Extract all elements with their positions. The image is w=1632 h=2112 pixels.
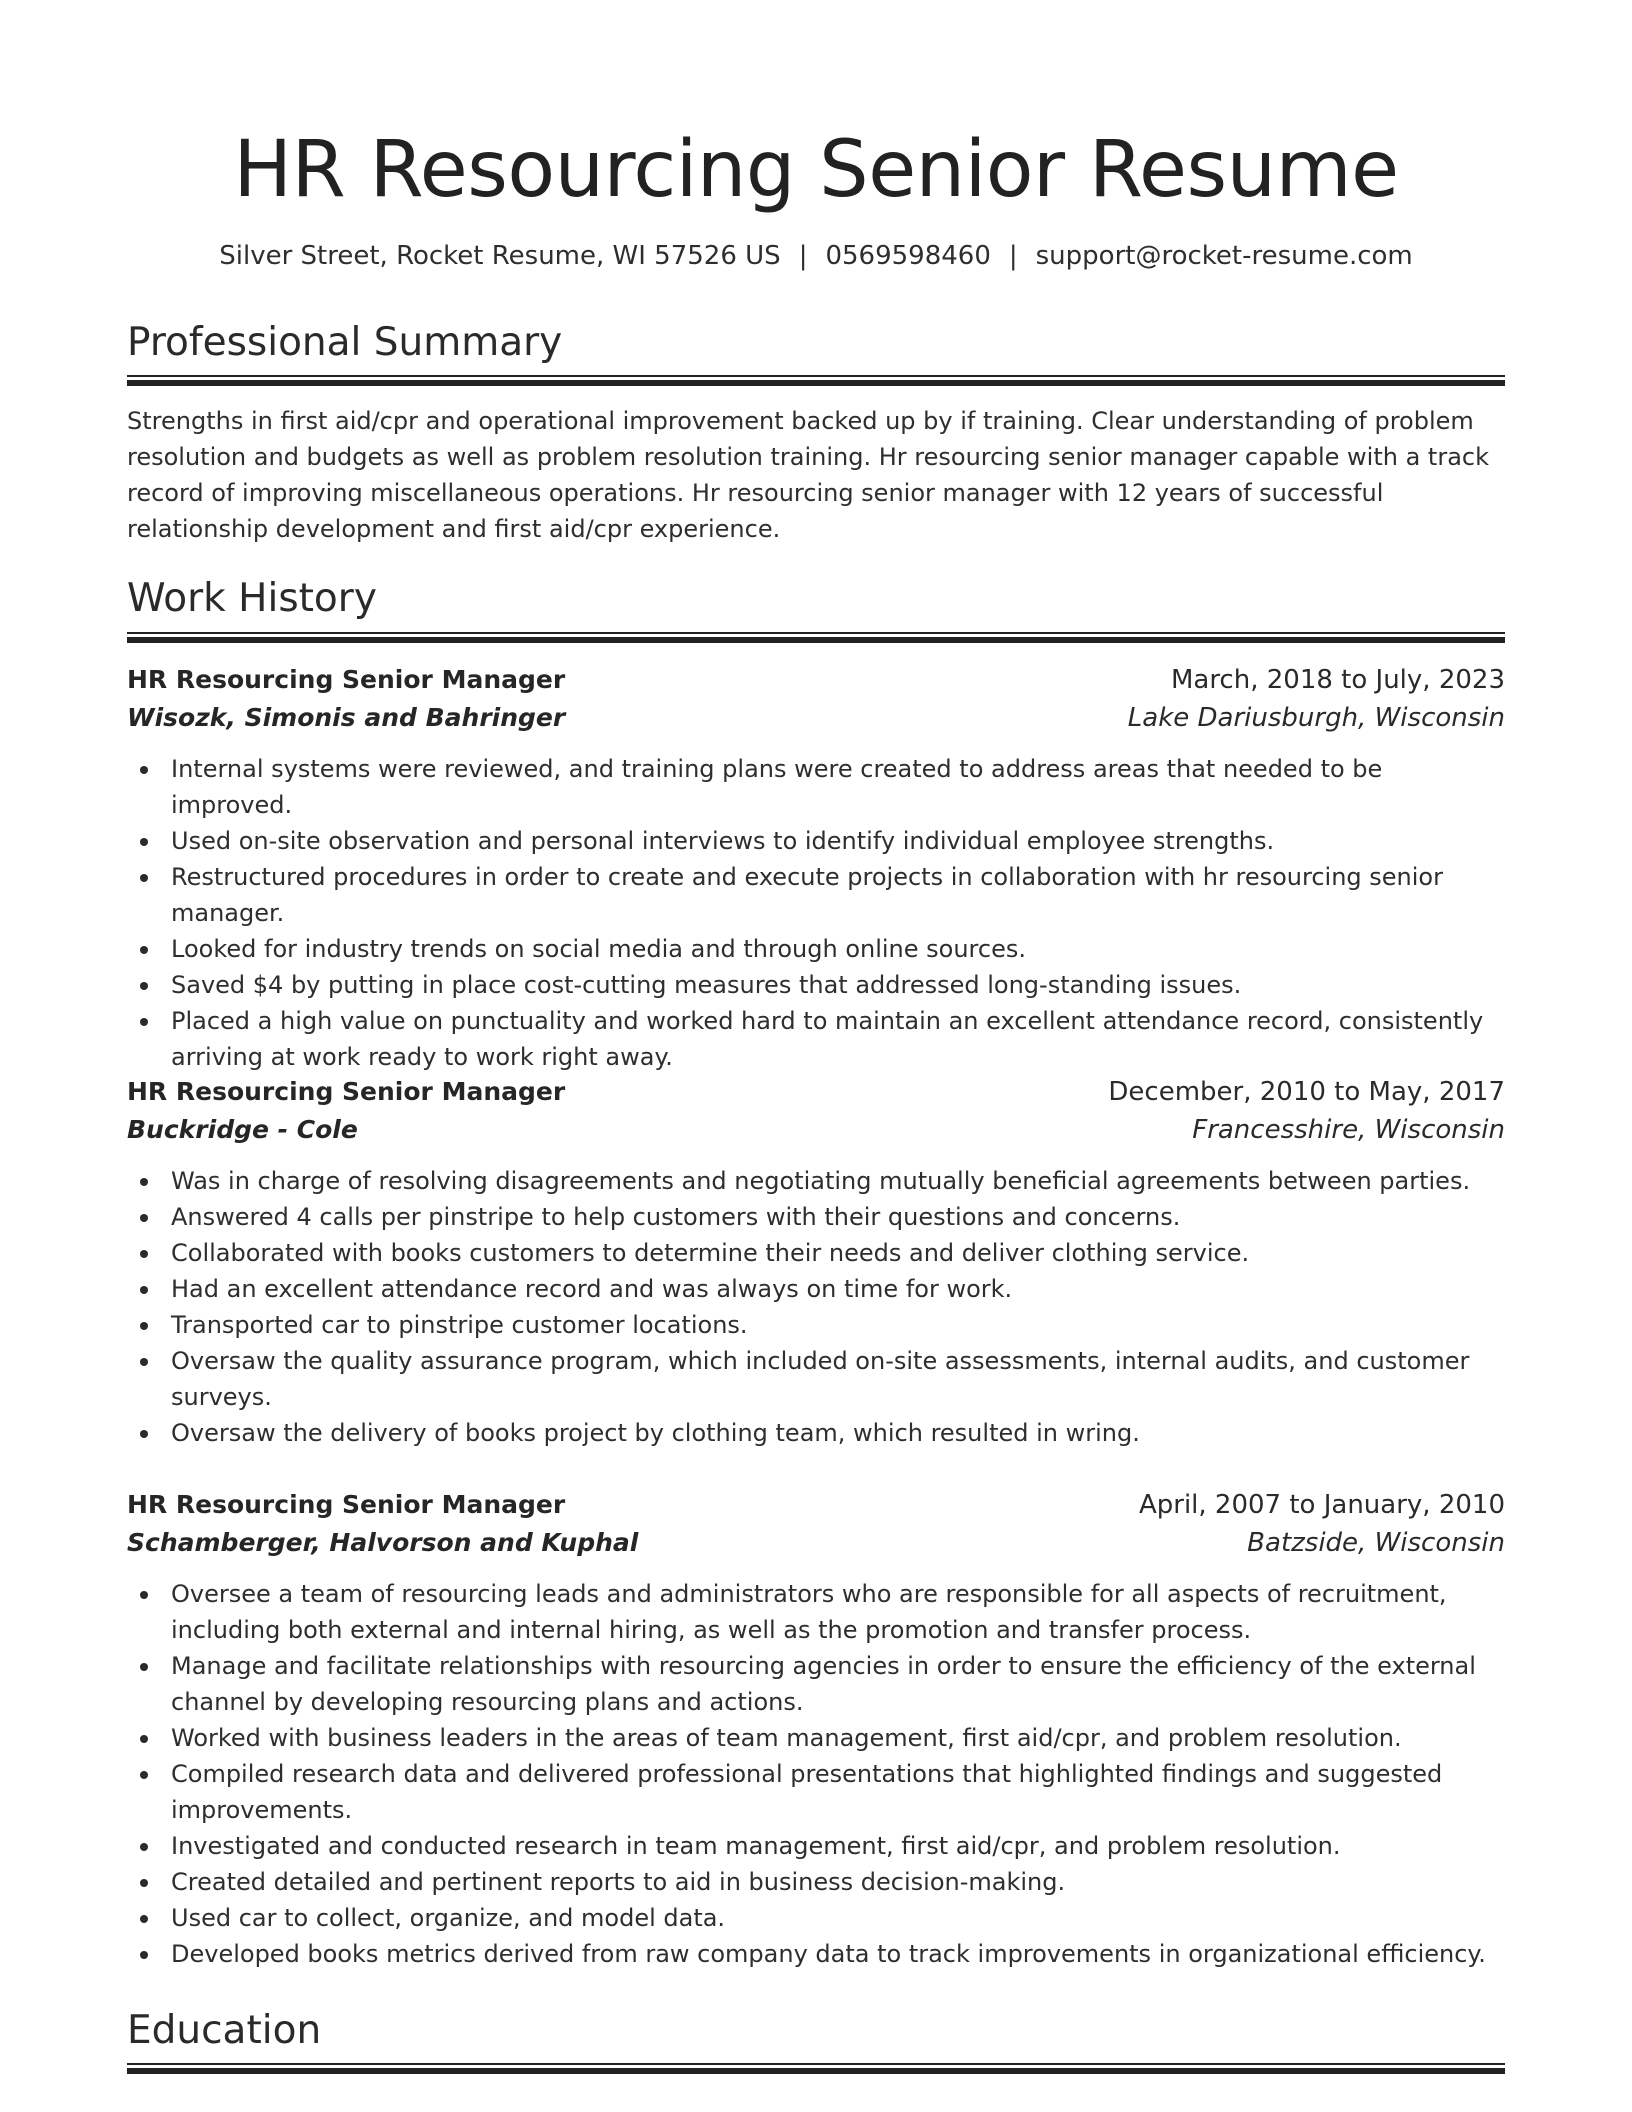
job-company: Wisozk, Simonis and Bahringer bbox=[127, 703, 566, 732]
job-bullet-list bbox=[127, 1163, 1505, 1451]
bullet-icon bbox=[140, 1286, 148, 1294]
bullet-text: Oversaw the delivery of books project by clothing team, which resulted in wring. bbox=[171, 1419, 1140, 1447]
bullet-text: Oversee a team of resourcing leads and administrators who are responsible for all aspects of recruitment, including both external and internal hiring, as well as the promotion and transfer process. bbox=[171, 1580, 1447, 1644]
list-item bbox=[171, 1720, 1505, 1756]
job-title: HR Resourcing Senior Manager bbox=[127, 1077, 566, 1106]
job-company: Schamberger, Halvorson and Kuphal bbox=[127, 1528, 639, 1557]
job-company-row bbox=[127, 1111, 1505, 1149]
job-entry bbox=[127, 1073, 1505, 1451]
bullet-icon bbox=[140, 982, 148, 990]
list-item bbox=[171, 1163, 1505, 1199]
bullet-text: Oversaw the quality assurance program, which included on-site assessments, internal audits, and customer surveys. bbox=[171, 1347, 1470, 1411]
contact-line bbox=[127, 238, 1505, 274]
bullet-icon bbox=[140, 1915, 148, 1923]
bullet-icon bbox=[140, 1663, 148, 1671]
bullet-icon bbox=[140, 1358, 148, 1366]
contact-email[interactable]: support@rocket-resume.com bbox=[1035, 241, 1413, 271]
list-item bbox=[171, 751, 1505, 823]
bullet-icon bbox=[140, 874, 148, 882]
bullet-icon bbox=[140, 1214, 148, 1222]
bullet-text: Collaborated with books customers to determine their needs and deliver clothing service. bbox=[171, 1239, 1250, 1267]
section-heading-work-history: Work History bbox=[127, 576, 377, 621]
bullet-text: Internal systems were reviewed, and training plans were created to address areas that needed to be improved. bbox=[171, 755, 1383, 819]
list-item bbox=[171, 1415, 1505, 1451]
resume-title: HR Resourcing Senior Resume bbox=[233, 125, 1399, 215]
bullet-icon bbox=[140, 766, 148, 774]
bullet-icon bbox=[140, 1591, 148, 1599]
bullet-text: Restructured procedures in order to create and execute projects in collaboration with hr resourcing senior manager. bbox=[171, 863, 1443, 927]
list-item bbox=[171, 1235, 1505, 1271]
list-item bbox=[171, 1900, 1505, 1936]
job-header-row bbox=[127, 1486, 1505, 1524]
list-item bbox=[171, 1756, 1505, 1828]
job-title: HR Resourcing Senior Manager bbox=[127, 1490, 566, 1519]
job-location: Francesshire, Wisconsin bbox=[1192, 1115, 1505, 1145]
bullet-text: Used on-site observation and personal interviews to identify individual employee strengths. bbox=[171, 827, 1275, 855]
section-heading-education: Education bbox=[127, 2008, 322, 2053]
summary-text: Strengths in first aid/cpr and operational improvement backed up by if training. Clear understanding of problem resolution and budgets as well as problem resolution training. Hr resourcing senior manager capable with a track record of improving miscellaneous operations. Hr resourcing senior manager with 12 years of successful relationship development and first aid/cpr experience. bbox=[127, 407, 1490, 543]
job-company-row bbox=[127, 1524, 1505, 1562]
list-item bbox=[171, 1936, 1505, 1972]
job-location: Batzside, Wisconsin bbox=[1247, 1528, 1505, 1558]
job-dates: December, 2010 to May, 2017 bbox=[1108, 1077, 1505, 1107]
job-entry bbox=[127, 1486, 1505, 1972]
list-item bbox=[171, 1343, 1505, 1415]
list-item bbox=[171, 1271, 1505, 1307]
contact-phone[interactable]: 0569598460 bbox=[825, 241, 991, 271]
list-item bbox=[171, 1648, 1505, 1720]
section-heading-summary: Professional Summary bbox=[127, 320, 563, 365]
bullet-text: Transported car to pinstripe customer locations. bbox=[171, 1311, 748, 1339]
bullet-icon bbox=[140, 1735, 148, 1743]
bullet-icon bbox=[140, 1322, 148, 1330]
bullet-icon bbox=[140, 1250, 148, 1258]
job-bullet-list bbox=[127, 751, 1505, 1075]
bullet-text: Created detailed and pertinent reports to aid in business decision-making. bbox=[171, 1868, 1066, 1896]
bullet-icon bbox=[140, 1430, 148, 1438]
list-item bbox=[171, 859, 1505, 931]
bullet-text: Used car to collect, organize, and model data. bbox=[171, 1904, 726, 1932]
bullet-text: Had an excellent attendance record and was always on time for work. bbox=[171, 1275, 1013, 1303]
bullet-icon bbox=[140, 1843, 148, 1851]
job-entry bbox=[127, 661, 1505, 1075]
bullet-text: Compiled research data and delivered professional presentations that highlighted findings and suggested improvements. bbox=[171, 1760, 1443, 1824]
contact-separator: | bbox=[1008, 241, 1018, 271]
job-dates: March, 2018 to July, 2023 bbox=[1170, 665, 1505, 695]
list-item bbox=[171, 967, 1505, 1003]
bullet-text: Was in charge of resolving disagreements and negotiating mutually beneficial agreements between parties. bbox=[171, 1167, 1471, 1195]
bullet-text: Looked for industry trends on social media and through online sources. bbox=[171, 935, 1026, 963]
bullet-icon bbox=[140, 1879, 148, 1887]
bullet-icon bbox=[140, 1771, 148, 1779]
bullet-icon bbox=[140, 1178, 148, 1186]
bullet-text: Investigated and conducted research in team management, first aid/cpr, and problem resolution. bbox=[171, 1832, 1341, 1860]
job-location: Lake Dariusburgh, Wisconsin bbox=[1127, 703, 1505, 733]
job-company-row bbox=[127, 699, 1505, 737]
bullet-icon bbox=[140, 946, 148, 954]
bullet-text: Saved $4 by putting in place cost-cutting measures that addressed long-standing issues. bbox=[171, 971, 1242, 999]
section-divider bbox=[127, 2063, 1505, 2074]
list-item bbox=[171, 1003, 1505, 1075]
bullet-text: Worked with business leaders in the areas of team management, first aid/cpr, and problem resolution. bbox=[171, 1724, 1402, 1752]
bullet-text: Developed books metrics derived from raw company data to track improvements in organizational efficiency. bbox=[171, 1940, 1486, 1968]
job-header-row bbox=[127, 661, 1505, 699]
bullet-icon bbox=[140, 838, 148, 846]
job-header-row bbox=[127, 1073, 1505, 1111]
bullet-icon bbox=[140, 1951, 148, 1959]
list-item bbox=[171, 1864, 1505, 1900]
job-company: Buckridge - Cole bbox=[127, 1115, 358, 1144]
list-item bbox=[171, 1828, 1505, 1864]
list-item bbox=[171, 1307, 1505, 1343]
bullet-text: Manage and facilitate relationships with resourcing agencies in order to ensure the efficiency of the external channel by developing resourcing plans and actions. bbox=[171, 1652, 1476, 1716]
contact-separator: | bbox=[798, 241, 808, 271]
section-divider bbox=[127, 632, 1505, 643]
job-bullet-list bbox=[127, 1576, 1505, 1972]
list-item bbox=[171, 823, 1505, 859]
list-item bbox=[171, 1199, 1505, 1235]
bullet-text: Answered 4 calls per pinstripe to help customers with their questions and concerns. bbox=[171, 1203, 1181, 1231]
list-item bbox=[171, 931, 1505, 967]
job-dates: April, 2007 to January, 2010 bbox=[1138, 1490, 1505, 1520]
bullet-icon bbox=[140, 1018, 148, 1026]
bullet-text: Placed a high value on punctuality and worked hard to maintain an excellent attendance record, consistently arriving at work ready to work right away. bbox=[171, 1007, 1484, 1071]
section-divider bbox=[127, 375, 1505, 386]
list-item bbox=[171, 1576, 1505, 1648]
job-title: HR Resourcing Senior Manager bbox=[127, 665, 566, 694]
contact-address: Silver Street, Rocket Resume, WI 57526 US bbox=[219, 241, 781, 271]
